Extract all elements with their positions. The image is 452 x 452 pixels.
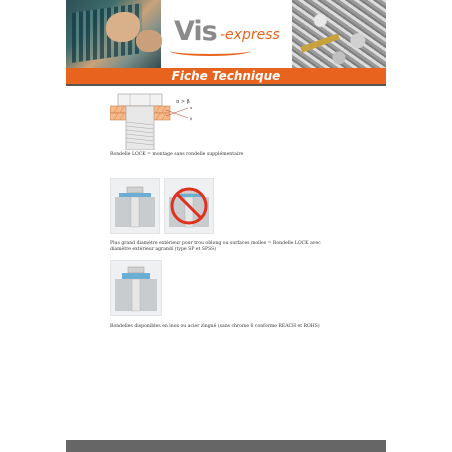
header-photo-screws xyxy=(292,0,386,68)
title-divider xyxy=(66,84,386,86)
page-title: Fiche Technique xyxy=(171,69,281,83)
header-photo-workbench xyxy=(66,0,161,68)
bolt-head xyxy=(118,94,162,106)
title-bar xyxy=(66,68,386,84)
mounting-prohibited-diagram xyxy=(165,179,213,233)
mounting-correct-tile xyxy=(110,178,160,234)
logo-express-text: -express xyxy=(220,27,280,43)
logo-vis-text: Vis xyxy=(174,16,217,47)
lock-washer-diagram xyxy=(110,92,200,150)
washer-assembly-diagram xyxy=(111,261,161,315)
alpha-label: α xyxy=(190,106,193,110)
mounting-prohibited-tile xyxy=(164,178,214,234)
caption-enlarged-washer: Plus grand diamètre extérieur pour trou oblong ou surfaces molles = Rondelle LOCK avec diamètre extérieur agrandi (type SP et SPSS) xyxy=(110,241,321,252)
hand-image xyxy=(106,12,140,42)
angle-compare-label: α > β xyxy=(176,99,190,105)
caption-materials: Rondelles disponibles en inox ou acier zingué (sans chrome 6 conforme REACH et ROHS) xyxy=(110,324,320,329)
document-page xyxy=(66,0,386,452)
washer-blue xyxy=(119,193,151,197)
page-footer-bar xyxy=(66,440,386,452)
beta-label: β xyxy=(190,117,193,121)
gold-screw-image xyxy=(300,33,340,52)
vis-express-logo xyxy=(174,16,289,50)
caption-lock-washer: Rondelle LOCK = montage sans rondelle supplémentaire xyxy=(110,152,244,157)
page-header xyxy=(66,0,386,68)
hand-image xyxy=(136,30,162,52)
washer-assembly-tile xyxy=(110,260,162,316)
mounting-correct-diagram xyxy=(111,179,159,233)
logo-swoosh xyxy=(170,46,250,56)
